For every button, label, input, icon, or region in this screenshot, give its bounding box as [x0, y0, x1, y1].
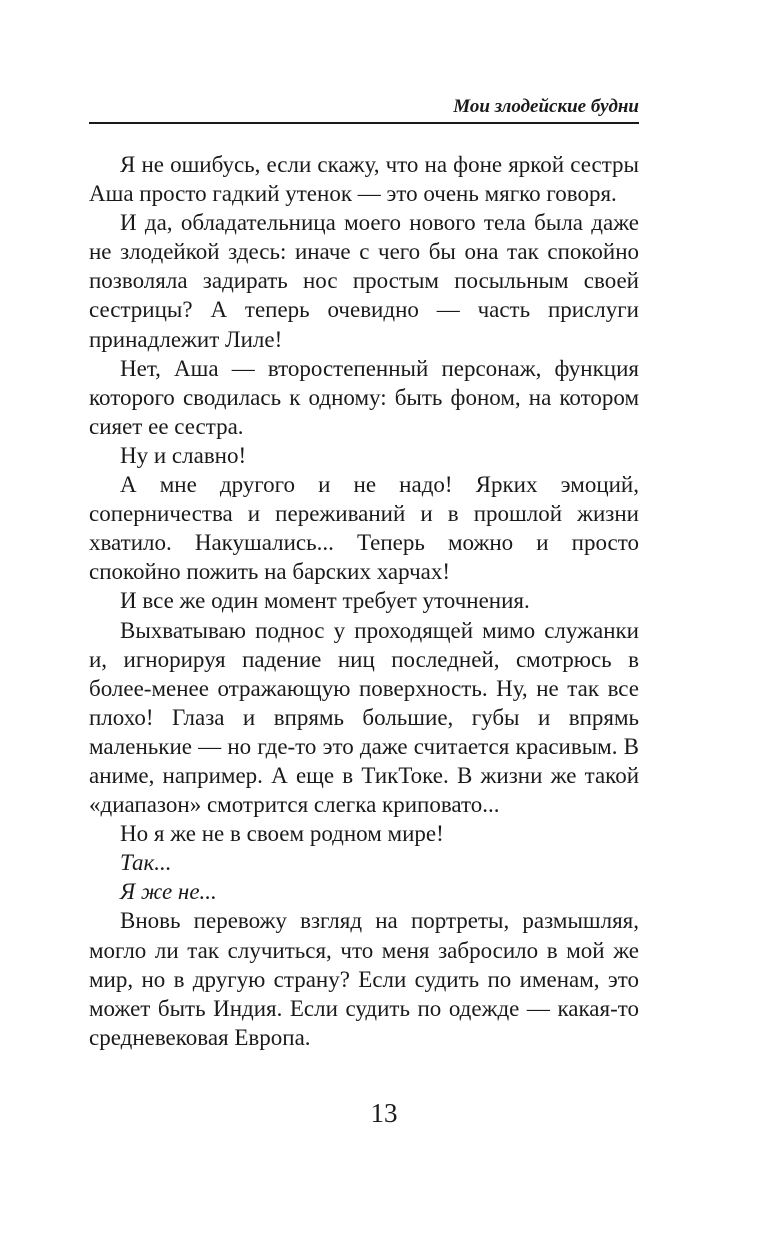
paragraph: Нет, Аша — второстепенный персонаж, функция которого сводилась к одному: быть фоном, на котором сияет ее сестра. — [89, 355, 639, 439]
page-body-text — [89, 150, 639, 1052]
page-number: 13 — [370, 1098, 398, 1128]
paragraph: И все же один момент требует уточнения. — [120, 588, 530, 614]
italic-paragraph: Я же не... — [120, 879, 217, 905]
running-header — [89, 94, 639, 124]
paragraph: Вновь перевожу взгляд на портреты, размышляя, могло ли так случиться, что меня забросило в мой же мир, но в другую страну? Если судить по именам, это может быть Индия. Если судить по одежде — какая-то средневековая Европа. — [89, 908, 639, 1050]
paragraph: Но я же не в своем родном мире! — [120, 821, 444, 847]
italic-paragraph: Так... — [120, 850, 172, 876]
paragraph: А мне другого и не надо! Ярких эмоций, соперничества и переживаний и в прошлой жизни хватило. Накушались... Теперь можно и просто спокойно пожить на барских харчах! — [89, 472, 639, 585]
paragraph: Выхватываю поднос у проходящей мимо служанки и, игнорируя падение ниц последней, смотрюсь в более-менее отражающую поверхность. Ну, не так все плохо! Глаза и впрямь большие, губы и впрямь маленькие — но где-то это даже считается красивым. В аниме, например. А еще в ТикТоке. В жизни же такой «диапазон» смотрится слегка криповато... — [89, 617, 639, 818]
running-title: Мои злодейские будни — [453, 96, 639, 117]
paragraph: Я не ошибусь, если скажу, что на фоне яркой сестры Аша просто гадкий утенок — это очень мягко говоря. — [89, 152, 639, 207]
paragraph: Ну и славно! — [120, 442, 247, 468]
paragraph: И да, обладательница моего нового тела была даже не злодейкой здесь: иначе с чего бы она так спокойно позволяла задирать нос простым посыльным своей сестрицы? А теперь очевидно — часть прислуги принадлежит Лиле! — [89, 210, 639, 352]
